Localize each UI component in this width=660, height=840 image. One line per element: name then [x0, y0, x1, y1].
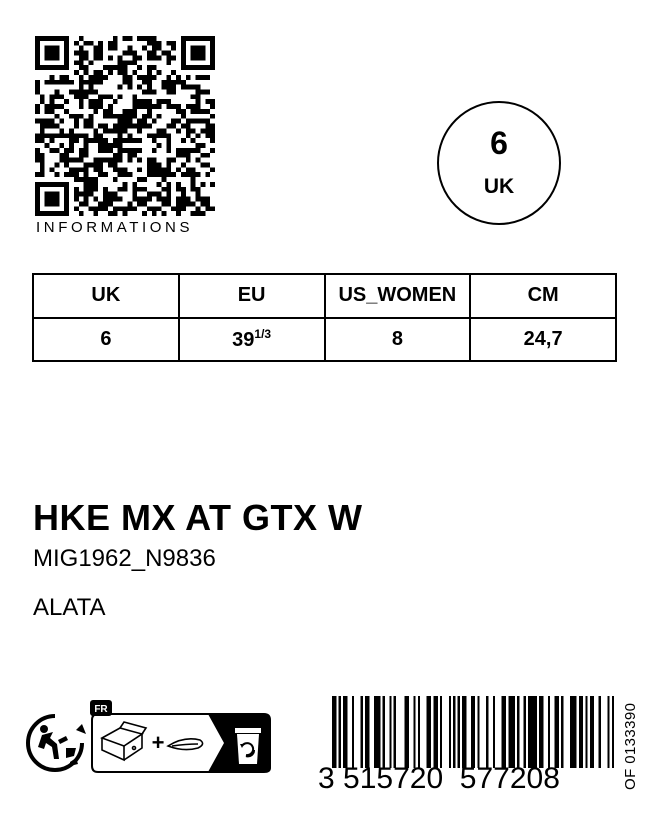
country-code: FR: [94, 704, 108, 715]
header-uk: UK: [33, 274, 179, 318]
size-badge: [437, 101, 561, 225]
size-table-value-row: [33, 318, 616, 362]
barcode: [332, 696, 614, 768]
size-table: [32, 273, 617, 362]
plus-sign: +: [151, 730, 165, 755]
value-eu-fraction: 1/3: [254, 326, 272, 341]
value-us-women: 8: [325, 318, 471, 362]
qr-caption: INFORMATIONS: [36, 219, 194, 236]
value-cm: 24,7: [470, 318, 616, 362]
recycling-info: [88, 700, 274, 774]
value-eu: [179, 318, 325, 362]
qr-code: [35, 36, 215, 216]
size-table-header-row: [33, 274, 616, 318]
triman-icon: [22, 710, 88, 776]
barcode-bars: [332, 696, 614, 768]
product-color: ALATA: [33, 594, 106, 621]
product-name: HKE MX AT GTX W: [33, 497, 363, 538]
size-badge-value: 6: [490, 125, 508, 161]
header-eu: EU: [179, 274, 325, 318]
value-eu-whole: 39: [232, 328, 255, 351]
value-uk: 6: [33, 318, 179, 362]
side-code: OF 0133390: [622, 702, 639, 790]
header-cm: CM: [470, 274, 616, 318]
product-reference: MIG1962_N9836: [33, 545, 216, 572]
barcode-digits: 3 515720 577208: [318, 762, 560, 795]
qr-code-modules: [35, 36, 215, 216]
header-us-women: US_WOMEN: [325, 274, 471, 318]
size-badge-unit: UK: [483, 175, 515, 198]
